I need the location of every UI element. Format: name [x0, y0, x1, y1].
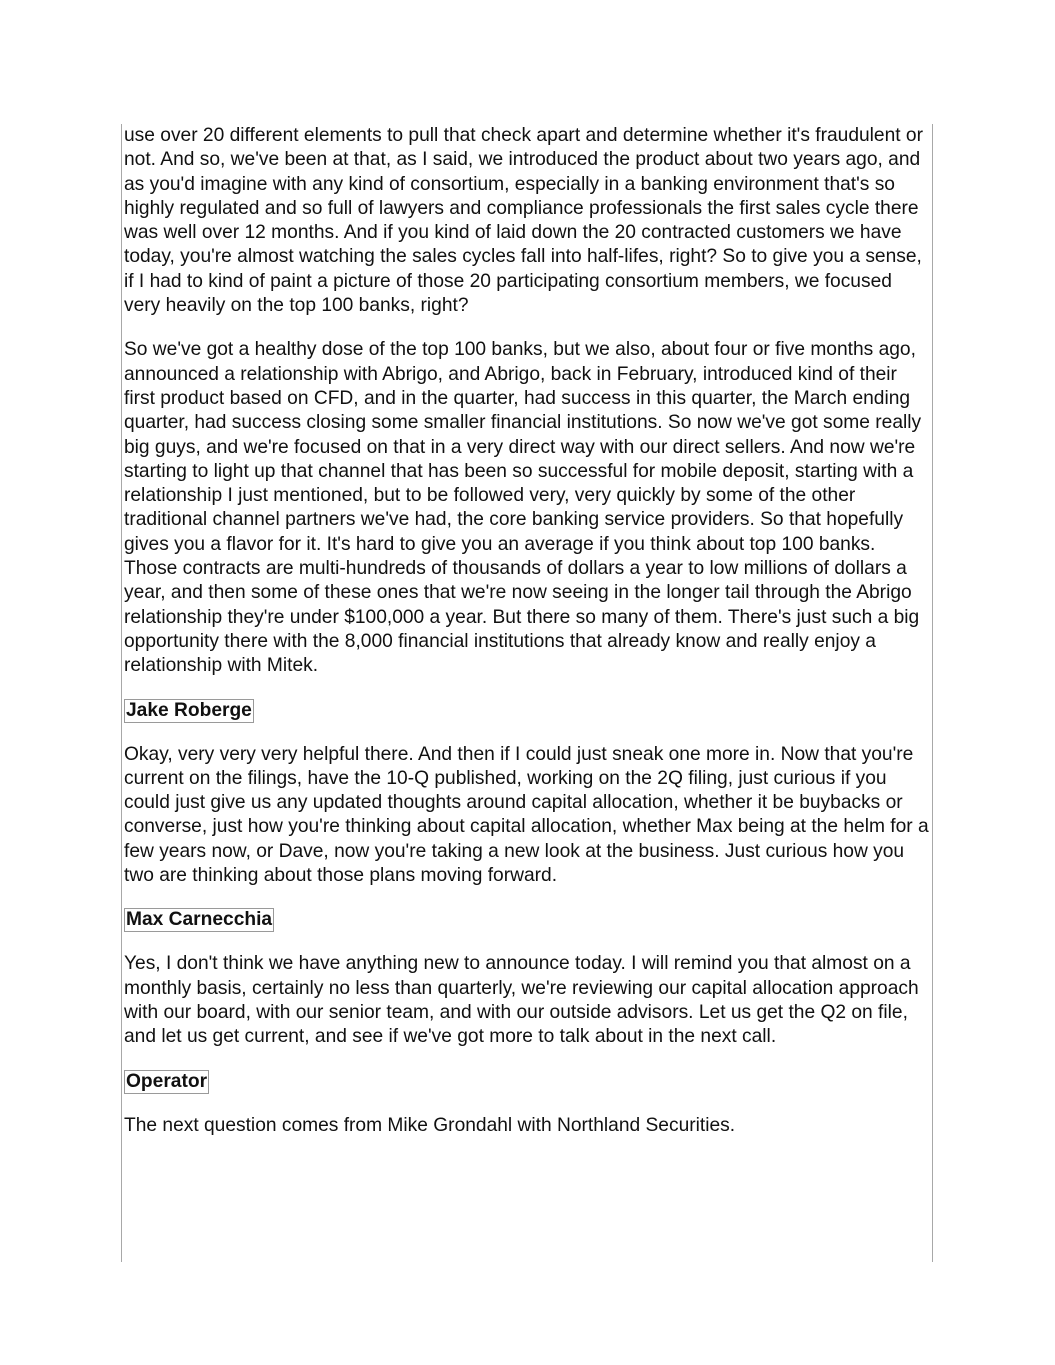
speaker-name: Max Carnecchia: [126, 909, 273, 931]
speaker-name: Operator: [126, 1070, 208, 1092]
transcript-paragraph: Okay, very very very helpful there. And then if I could just sneak one more in. Now that you're current on the filings, have the 10-Q published, working on the 2Q filing, just curious if you could just give us any updated thoughts around capital allocation, whether it be buybacks or converse, just how you're thinking about capital allocation, whether Max being at the helm for a few years now, or Dave, now you're taking a new look at the business. Just curious how you two are thinking about those plans moving forward.: [124, 743, 929, 887]
speaker-block: [124, 699, 932, 743]
transcript-paragraph: The next question comes from Mike Grondahl with Northland Securities.: [124, 1114, 736, 1136]
transcript-body: [124, 124, 932, 1158]
transcript-paragraph: Yes, I don't think we have anything new to announce today. I will remind you that almost on a monthly basis, certainly no less than quarterly, we're reviewing our capital allocation approach with our board, with our senior team, and with our outside advisors. Let us get the Q2 on file, and let us get current, and see if we've got more to talk about in the next call.: [124, 953, 919, 1048]
transcript-paragraph: So we've got a healthy dose of the top 100 banks, but we also, about four or five months ago, announced a relationship with Abrigo, and Abrigo, back in February, introduced kind of their first product based on CFD, and in the quarter, had success in this quarter, the March ending quarter, had success closing some smaller financial institutions. So now we've got some really big guys, and we're focused on that in a very direct way with our direct sellers. And now we're starting to light up that channel that has been so successful for mobile deposit, starting with a relationship I just mentioned, but to be followed very, very quickly by some of the other traditional channel partners we've had, the core banking service providers. So that hopefully gives you a flavor for it. It's hard to give you an average if you think about top 100 banks. Those contracts are multi-hundreds of thousands of dollars a year to low millions of dollars a year, and then some of these ones that we're now seeing in the longer tail through the Abrigo relationship they're under $100,000 a year. But there so many of them. There's just such a big opportunity there with the 8,000 financial institutions that already know and really enjoy a relationship with Mitek.: [124, 339, 922, 677]
speaker-name: Jake Roberge: [126, 699, 252, 721]
speaker-block: [124, 908, 932, 952]
speaker-block: [124, 1070, 932, 1114]
transcript-paragraph: use over 20 different elements to pull that check apart and determine whether it's fraudulent or not. And so, we've been at that, as I said, we introduced the product about two years ago, and as you'd imagine with any kind of consortium, especially in a banking environment that's so highly regulated and so full of lawyers and compliance professionals the first sales cycle there was well over 12 months. And if you kind of laid down the 20 contracted customers we have today, you're almost watching the sales cycles fall into half-lifes, right? So to give you a sense, if I had to kind of paint a picture of those 20 participating consortium members, we focused very heavily on the top 100 banks, right?: [124, 125, 923, 317]
